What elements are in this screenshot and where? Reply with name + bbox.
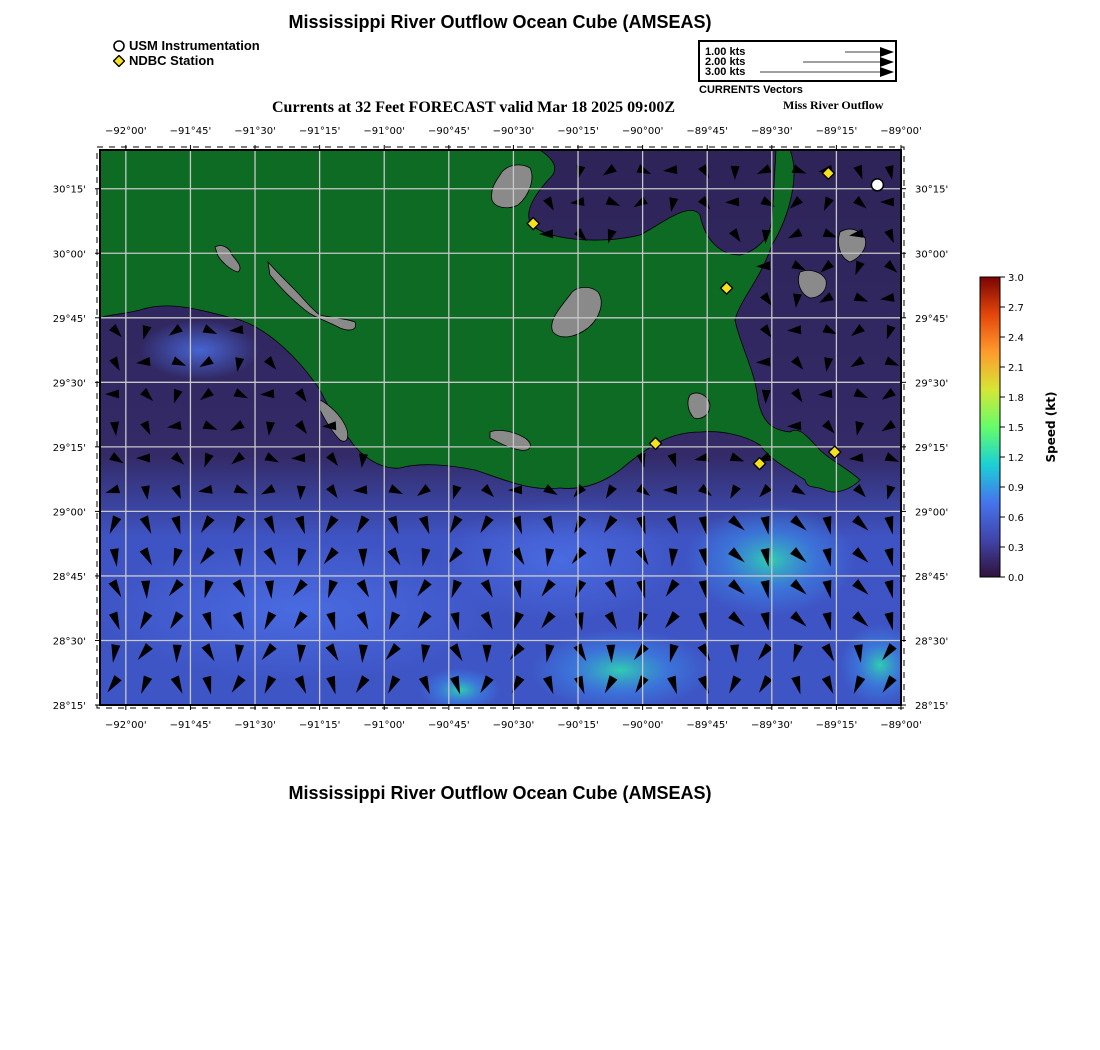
legend-usm-label: USM Instrumentation bbox=[129, 38, 260, 53]
vector-scale-label-3: 3.00 kts bbox=[705, 66, 746, 78]
lat-tick-label-left: 28°45' bbox=[52, 571, 86, 583]
lon-tick-label-bottom: −91°45' bbox=[169, 720, 212, 731]
lon-tick-label-bottom: −90°00' bbox=[621, 720, 664, 731]
vector-scale-label-1: 1.00 kts bbox=[705, 46, 746, 58]
legend-ndbc-label: NDBC Station bbox=[129, 53, 215, 68]
lat-tick-label-right: 30°00' bbox=[915, 249, 949, 261]
lon-tick-label-bottom: −89°30' bbox=[751, 720, 793, 731]
lon-tick-label-top: −91°30' bbox=[234, 126, 276, 137]
main-title: Mississippi River Outflow Ocean Cube (AMSEAS) bbox=[288, 12, 712, 32]
lon-tick-label-top: −89°45' bbox=[686, 126, 728, 137]
lon-tick-label-top: −91°00' bbox=[363, 126, 406, 137]
colorbar-tick-label: 2.7 bbox=[1008, 303, 1024, 314]
colorbar-tick-label: 0.9 bbox=[1008, 483, 1024, 494]
lon-tick-label-bottom: −91°15' bbox=[298, 720, 341, 731]
lon-tick-label-top: −89°30' bbox=[751, 126, 793, 137]
lon-tick-label-bottom: −91°30' bbox=[234, 720, 276, 731]
lon-tick-label-top: −89°15' bbox=[815, 126, 858, 137]
lon-tick-label-top: −89°00' bbox=[880, 126, 922, 137]
usm-station-marker bbox=[871, 179, 883, 191]
lon-tick-label-top: −92°00' bbox=[105, 126, 147, 137]
lat-tick-label-right: 29°45' bbox=[915, 313, 949, 325]
map-subtitle: Currents at 32 Feet FORECAST valid Mar 18 2025 09:00Z bbox=[272, 99, 676, 116]
lat-tick-label-left: 29°00' bbox=[52, 507, 86, 519]
lat-tick-label-right: 28°45' bbox=[915, 571, 949, 583]
lat-tick-label-right: 30°15' bbox=[915, 184, 949, 196]
colorbar-tick-label: 1.5 bbox=[1008, 423, 1024, 434]
speed-patch bbox=[530, 630, 710, 710]
region-label: Miss River Outflow bbox=[783, 98, 884, 112]
lon-tick-label-top: −90°45' bbox=[428, 126, 470, 137]
lat-tick-label-left: 30°15' bbox=[52, 184, 86, 196]
lat-tick-label-left: 28°15' bbox=[52, 701, 86, 712]
lon-tick-label-top: −90°15' bbox=[557, 126, 599, 137]
lat-tick-label-right: 29°30' bbox=[915, 378, 949, 390]
lon-tick-label-bottom: −92°00' bbox=[105, 720, 147, 731]
lon-tick-label-bottom: −90°15' bbox=[557, 720, 599, 731]
colorbar-tick-label: 2.4 bbox=[1008, 333, 1024, 344]
lon-tick-label-bottom: −89°15' bbox=[815, 720, 858, 731]
colorbar-tick-label: 2.1 bbox=[1008, 363, 1024, 374]
lon-tick-label-top: −90°30' bbox=[492, 126, 535, 137]
colorbar-ramp bbox=[980, 277, 1000, 577]
lat-tick-label-right: 28°15' bbox=[915, 701, 949, 712]
colorbar-tick-label: 1.8 bbox=[1008, 393, 1024, 404]
lat-tick-label-left: 30°00' bbox=[52, 249, 86, 261]
colorbar-tick-label: 0.0 bbox=[1008, 573, 1024, 584]
colorbar-title: Speed (kt) bbox=[1044, 391, 1058, 463]
colorbar-tick-label: 1.2 bbox=[1008, 453, 1024, 464]
lat-tick-label-right: 29°15' bbox=[915, 442, 949, 454]
lat-tick-label-left: 29°30' bbox=[52, 378, 86, 390]
lon-tick-label-top: −90°00' bbox=[621, 126, 664, 137]
colorbar-tick-label: 0.6 bbox=[1008, 513, 1024, 524]
vector-scale-label-2: 2.00 kts bbox=[705, 56, 746, 68]
lon-tick-label-bottom: −90°45' bbox=[428, 720, 470, 731]
repeat-title: Mississippi River Outflow Ocean Cube (AMSEAS) bbox=[288, 783, 712, 803]
speed-colorbar bbox=[960, 265, 1080, 595]
lon-tick-label-bottom: −89°45' bbox=[686, 720, 728, 731]
lon-tick-label-bottom: −89°00' bbox=[880, 720, 922, 731]
lat-tick-label-right: 28°30' bbox=[915, 636, 949, 648]
lon-tick-label-bottom: −90°30' bbox=[492, 720, 535, 731]
lat-tick-label-right: 29°00' bbox=[915, 507, 949, 519]
speed-patch bbox=[840, 625, 920, 705]
colorbar-tick-label: 0.3 bbox=[1008, 543, 1024, 554]
colorbar-tick-label: 3.0 bbox=[1008, 273, 1024, 284]
lat-tick-label-left: 29°45' bbox=[52, 313, 86, 325]
vector-scale-caption: CURRENTS Vectors bbox=[699, 84, 803, 96]
lat-tick-label-left: 28°30' bbox=[52, 636, 86, 648]
lon-tick-label-bottom: −91°00' bbox=[363, 720, 406, 731]
lat-tick-label-left: 29°15' bbox=[52, 442, 86, 454]
lon-tick-label-top: −91°15' bbox=[298, 126, 341, 137]
lon-tick-label-top: −91°45' bbox=[169, 126, 212, 137]
